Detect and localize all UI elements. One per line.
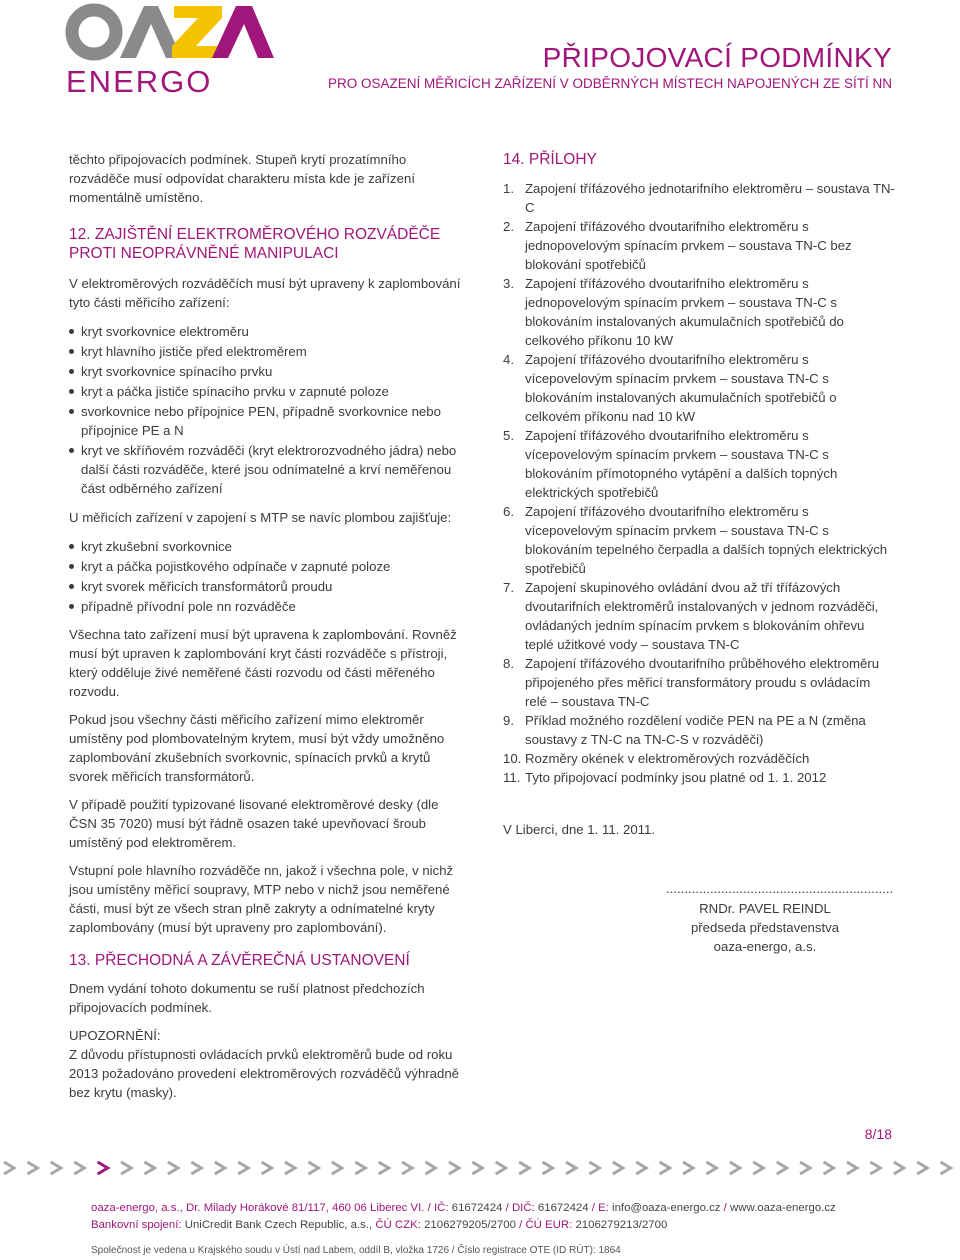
arrow-chevron [402,1162,412,1174]
list-item: kryt svorkovnice elektroměru [69,322,469,341]
attachment-item: 7. Zapojení skupinového ovládání dvou až tří třífázových dvoutarifních elektroměrů instalovaných v jednom rozváděči, ovládaných jedním spínacím prvkem s blokováním ohřevu teplé užitkové vody – soustava TN-C [503,580,879,652]
arrow-chevron [449,1162,459,1174]
arrow-chevron [543,1162,553,1174]
arrow-chevron [27,1162,37,1174]
arrow-chevron [917,1162,927,1174]
sealing-list [69,322,469,498]
mtp-sealing-list [69,537,469,616]
page-number: 8/18 [864,1126,892,1142]
intro-paragraph: těchto připojovacích podmínek. Stupeň krytí prozatímního rozváděče musí odpovídat charakteru místa kde je zařízení momentálně umístěno. [69,152,415,205]
attachment-item: 5. Zapojení třífázového dvoutarifního elektroměru s vícepovelovým spínacím prvkem – soustava TN-C s blokováním přímotopného vytápění a dalších topných elektrických spotřebičů [503,428,838,500]
list-item: případně přívodní pole nn rozváděče [69,597,469,616]
section-14-heading: 14. PŘÍLOHY [503,151,597,168]
arrow-chevron [824,1162,834,1174]
list-item: kryt a páčka jističe spínacího prvku v zapnuté poloze [69,382,469,401]
page-title: PŘIPOJOVACÍ PODMÍNKY [542,42,892,73]
section-12-paragraph: Vstupní pole hlavního rozváděče nn, jakož i všechna pole, v nichž jsou umístěny měřicí soupravy, MTP nebo v nichž jsou neměřené části, musí být ze všech stran plně zakryty a odnímatelné kryty zaplombovány (musí být upraveny pro zaplombování). [69,863,454,935]
attachment-item: 3. Zapojení třífázového dvoutarifního elektroměru s jednopovelovým spínacím prvkem – soustava TN-C s blokováním instalovaných akumulačních spotřebičů do celkového příkonu 10 kW [503,276,844,348]
attachment-item: 10. Rozměry okének v elektroměrových rozváděčích [503,751,810,766]
attachments-list [503,179,895,787]
signature-dots: .............................................................. [666,881,894,896]
arrow-chevron [144,1162,154,1174]
arrow-chevron [706,1162,716,1174]
attachment-item: 6. Zapojení třífázového dvoutarifního elektroměru s vícepovelovým spínacím prvkem – soustava TN-C s blokováním tepelného čerpadla a dalších topných elektrických spotřebičů [503,504,888,576]
list-item: kryt ve skříňovém rozváděči (kryt elektrorozvodného jádra) nebo další části rozváděče, které jsou odnímatelné a krví neměřenou část odběrného zařízení [69,441,469,498]
footer-bank-line: Bankovní spojení: UniCredit Bank Czech Republic, a.s., ČÚ CZK: 2106279205/2700 / ČÚ EUR: 2106279213/2700 [91,1219,668,1231]
arrow-chevron [238,1162,248,1174]
list-item: svorkovnice nebo přípojnice PEN, případně svorkovnice nebo přípojnice PE a N [69,402,469,440]
section-12-paragraph: Pokud jsou všechny části měřicího zařízení mimo elektroměr umístěny pod plombovatelným krytem, musí být vždy umožněno zaplombování zkušebních svorkovnic, spínacích prvků a krytů svorek měřicích transformátorů. [69,712,445,784]
footer-company: oaza-energo, a.s., Dr. Milady Horákové 81/117, 460 06 Liberec VI. [91,1202,425,1214]
section-13-heading: 13. PŘECHODNÁ A ZÁVĚREČNÁ USTANOVENÍ [69,952,410,969]
arrow-chevron [425,1162,435,1174]
arrow-chevron [191,1162,201,1174]
list-item: kryt a páčka pojistkového odpínače v zapnuté poloze [69,557,469,576]
logo-bottom-text: ENERGO [66,64,213,99]
arrow-chevron [589,1162,599,1174]
attachment-item: 2. Zapojení třífázového dvoutarifního elektroměru s jednopovelovým spínacím prvkem – soustava TN-C bez blokování spotřebičů [503,219,852,272]
section-12-paragraph: U měřicích zařízení v zapojení s MTP se navíc plombou zajišťuje: [69,510,452,525]
list-item: kryt svorkovnice spínacího prvku [69,362,469,381]
warning-text: Z důvodu přístupnosti ovládacích prvků elektroměrů bude od roku 2013 požadováno provedení elektroměrových rozváděčů výhradně bez krytu (masky). [69,1047,460,1100]
page-subtitle: PRO OSAZENÍ MĚŘICÍCH ZAŘÍZENÍ V ODBĚRNÝCH MÍSTECH NAPOJENÝCH ZE SÍTÍ NN [327,76,892,91]
footer-cu-eur: 2106279213/2700 [575,1219,668,1231]
arrow-chevron [332,1162,342,1174]
arrow-chevron [285,1162,295,1174]
company-logo [62,0,282,100]
section-12-heading: 12. ZAJIŠTĚNÍ ELEKTROMĚROVÉHO ROZVÁDĚČE PROTI NEOPRÁVNĚNÉ MANIPULACI [69,226,441,262]
arrow-chevron [4,1162,14,1174]
attachment-item: 11. Tyto připojovací podmínky jsou platné od 1. 1. 2012 [503,770,827,785]
footer-cu-czk: 2106279205/2700 [424,1219,516,1231]
arrow-chevron [777,1162,787,1174]
arrow-divider [0,1158,960,1178]
footer-web: www.oaza-energo.cz [730,1202,836,1214]
arrow-chevron [98,1162,108,1174]
attachment-item: 1. Zapojení třífázového jednotarifního elektroměru – soustava TN-C [503,181,895,215]
arrow-chevron [379,1162,389,1174]
arrow-chevron [847,1162,857,1174]
section-12-paragraph: Všechna tato zařízení musí být upravena k zaplombování. Rovněž musí být upraven k zaplombování kryt části rozváděče s přístroji, který odděluje živé neměřené části rozvodu od části měřeného rozvodu. [69,627,457,699]
arrow-chevron [121,1162,131,1174]
footer-email: info@oaza-energo.cz [612,1202,721,1214]
arrow-chevron [870,1162,880,1174]
footer-bank: UniCredit Bank Czech Republic, a.s., [184,1219,373,1231]
arrow-chevron [800,1162,810,1174]
arrow-chevron [636,1162,646,1174]
arrow-chevron [215,1162,225,1174]
list-item: kryt svorek měřicích transformátorů proudu [69,577,469,596]
attachment-item: 4. Zapojení třífázového dvoutarifního elektroměru s vícepovelovým spínacím prvkem – soustava TN-C s blokováním instalovaných akumulačních spotřebičů o celkovém příkonu nad 10 kW [503,352,837,424]
signer-role: předseda představenstva [690,920,840,935]
arrow-chevron [519,1162,529,1174]
arrow-chevron [730,1162,740,1174]
arrow-chevron [262,1162,272,1174]
place-date: V Liberci, dne 1. 11. 2011. [503,822,656,837]
section-12-paragraph: V případě použití typizované lisované elektroměrové desky (dle ČSN 35 7020) musí být řádně osazen také upevňovací šroub umístěný pod elektroměrem. [69,797,439,850]
footer-registry: Společnost je vedena u Krajského soudu v Ústí nad Labem, oddíl B, vložka 1726 / Číslo registrace OTE (ID RÚT): 1864 [91,1245,621,1256]
arrow-chevron [74,1162,84,1174]
list-item: kryt hlavního jističe před elektroměrem [69,342,469,361]
arrow-chevron [308,1162,318,1174]
section-12-paragraph: V elektroměrových rozváděčích musí být upraveny k zaplombování tyto části měřicího zařízení: [69,276,461,310]
arrow-chevron [941,1162,951,1174]
arrow-chevron [613,1162,623,1174]
left-column [69,150,469,1102]
arrow-chevron [683,1162,693,1174]
arrow-chevron [496,1162,506,1174]
arrow-chevron [566,1162,576,1174]
warning-label: UPOZORNĚNÍ: [69,1028,161,1043]
list-item: kryt zkušební svorkovnice [69,537,469,556]
attachment-item: 9. Příklad možného rozdělení vodiče PEN na PE a N (změna soustavy z TN-C na TN-C-S v rozváděči) [503,713,866,747]
footer-contact-line: oaza-energo, a.s., Dr. Milady Horákové 81/117, 460 06 Liberec VI. / IČ: 61672424 / DIČ: 61672424 / E: info@oaza-energo.cz / www.oaza-energo.cz [91,1202,836,1214]
arrow-chevron [472,1162,482,1174]
section-13-paragraph: Dnem vydání tohoto dokumentu se ruší platnost předchozích připojovacích podmínek. [69,981,425,1015]
signer-name: RNDr. PAVEL REINDL [699,901,831,916]
arrow-chevron [168,1162,178,1174]
arrow-chevron [51,1162,61,1174]
footer-dic: 61672424 [537,1202,589,1214]
arrow-chevron [660,1162,670,1174]
arrow-chevron [894,1162,904,1174]
attachment-item: 8. Zapojení třífázového dvoutarifního průběhového elektroměru připojeného přes měřicí transformátory proudu s ovládacím relé – soustava TN-C [503,656,880,709]
arrow-chevron [753,1162,763,1174]
signer-company: oaza-energo, a.s. [713,939,817,954]
right-column [503,150,895,956]
footer-ic: 61672424 [451,1202,503,1214]
arrow-chevron [355,1162,365,1174]
